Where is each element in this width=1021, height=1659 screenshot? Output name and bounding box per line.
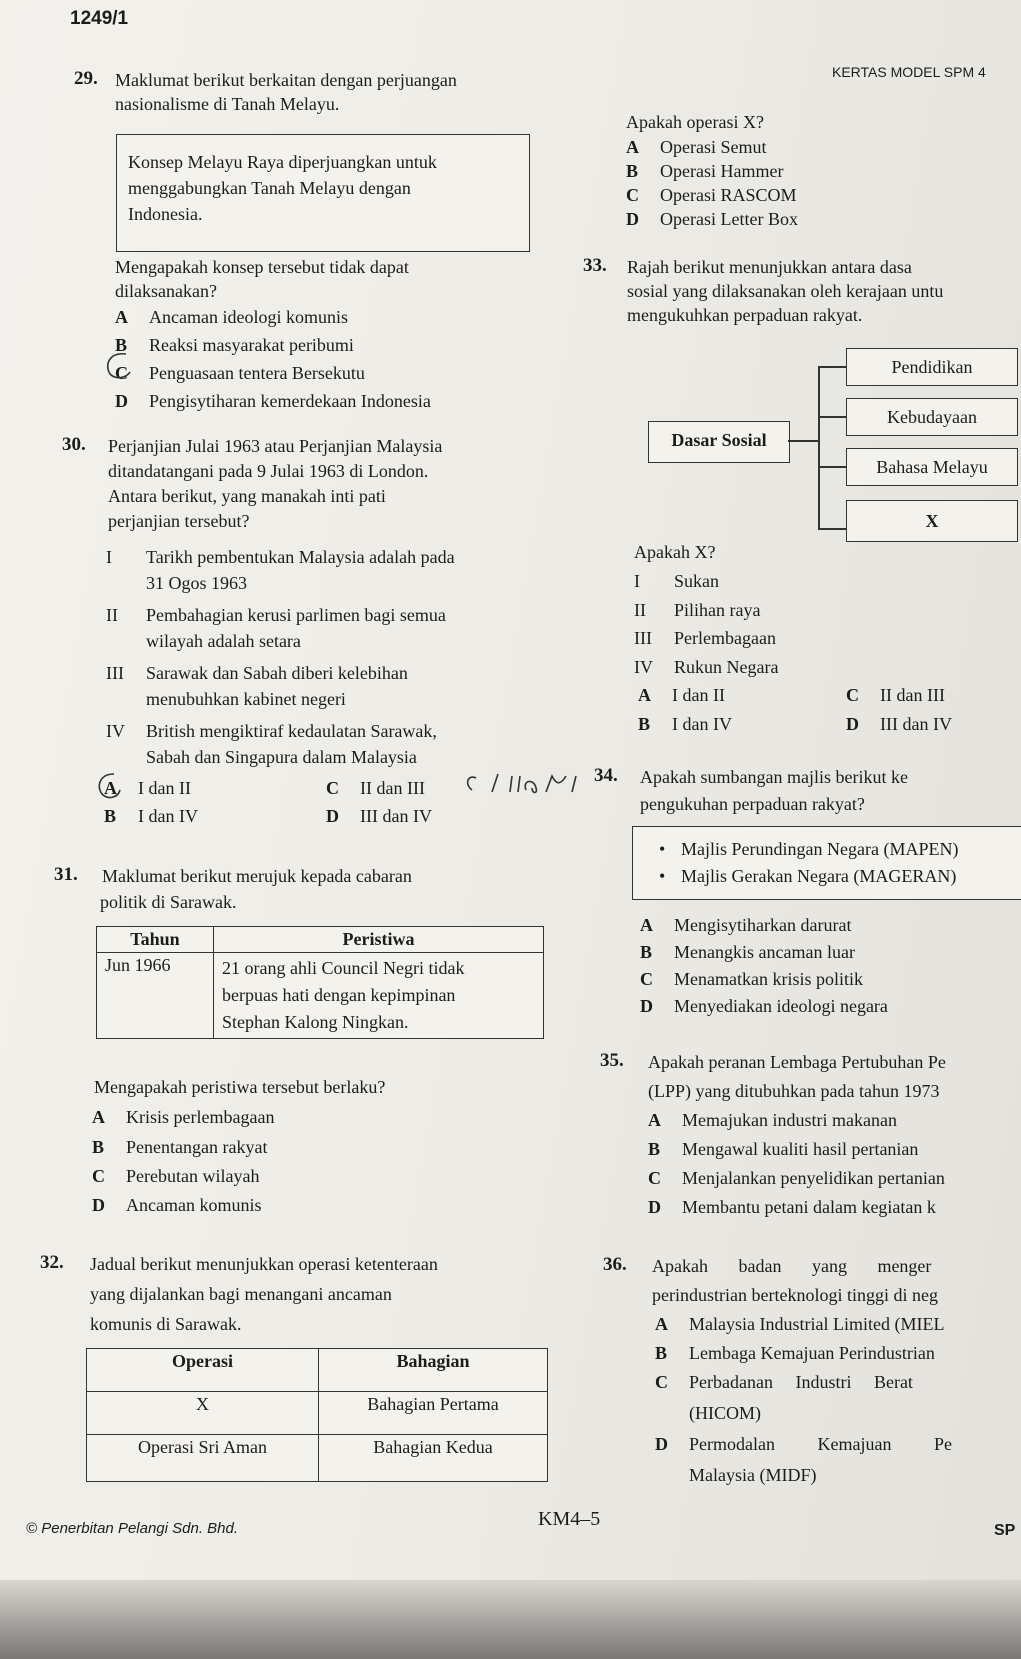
table-row bbox=[87, 1435, 548, 1482]
diagram-child-node: X bbox=[846, 500, 1018, 542]
question-stem: mengukuhkan perpaduan rakyat. bbox=[627, 305, 863, 325]
option-a[interactable]: A I dan II bbox=[104, 778, 191, 798]
table-cell: Bahagian Pertama bbox=[319, 1392, 548, 1435]
diagram-connector bbox=[818, 416, 846, 418]
option-b[interactable]: B Operasi Hammer bbox=[626, 161, 784, 181]
question-stem: (LPP) yang ditubuhkan pada tahun 1973 bbox=[648, 1081, 940, 1101]
pen-mark-icon bbox=[92, 770, 128, 804]
table-cell: 21 orang ahli Council Negri tidak berpuas hati dengan kepimpinan Stephan Kalong Ningkan. bbox=[214, 953, 544, 1039]
question-stem: Apakah sumbangan majlis berikut ke bbox=[640, 767, 908, 787]
info-box-text: Indonesia. bbox=[128, 204, 203, 224]
question-number: 33. bbox=[583, 255, 607, 276]
question-stem: pengukuhan perpaduan rakyat? bbox=[640, 794, 865, 814]
question-stem: nasionalisme di Tanah Melayu. bbox=[115, 94, 340, 114]
option-a[interactable]: A Memajukan industri makanan bbox=[648, 1110, 897, 1130]
table-cell: Bahagian Kedua bbox=[319, 1435, 548, 1482]
option-d[interactable]: D III dan IV bbox=[326, 806, 432, 826]
option-d[interactable]: D Ancaman komunis bbox=[92, 1195, 262, 1215]
footer-corner-code: SP bbox=[994, 1522, 1016, 1539]
statement-ii-cont: wilayah adalah setara bbox=[146, 631, 301, 651]
question-number: 31. bbox=[54, 864, 78, 885]
question-stem: Antara berikut, yang manakah inti pati bbox=[108, 486, 386, 506]
option-d[interactable]: D Operasi Letter Box bbox=[626, 209, 798, 229]
option-a[interactable]: A Malaysia Industrial Limited (MIEL bbox=[655, 1314, 945, 1334]
option-d[interactable]: D Permodalan Kemajuan Pe bbox=[655, 1434, 952, 1454]
question-stem: Perjanjian Julai 1963 atau Perjanjian Malaysia bbox=[108, 436, 443, 456]
option-d[interactable]: D Pengisytiharan kemerdekaan Indonesia bbox=[115, 391, 431, 411]
diagram-child-node: Bahasa Melayu bbox=[846, 448, 1018, 486]
option-c[interactable]: C Penguasaan tentera Bersekutu bbox=[115, 363, 365, 383]
statement-iii: III Sarawak dan Sabah diberi kelebihan bbox=[106, 663, 408, 683]
footer-page-code: KM4–5 bbox=[538, 1508, 601, 1530]
handwritten-note-icon bbox=[462, 770, 586, 800]
pen-mark-icon bbox=[100, 348, 140, 384]
option-b[interactable]: B Reaksi masyarakat peribumi bbox=[115, 335, 354, 355]
statement-i: I Tarikh pembentukan Malaysia adalah pada bbox=[106, 547, 455, 567]
option-a[interactable]: A Krisis perlembagaan bbox=[92, 1107, 275, 1127]
question-stem: sosial yang dilaksanakan oleh kerajaan untu bbox=[627, 281, 944, 301]
table-header: Peristiwa bbox=[214, 927, 544, 953]
option-c[interactable]: C Perbadanan Industri Berat bbox=[655, 1372, 913, 1392]
option-d[interactable]: D Menyediakan ideologi negara bbox=[640, 996, 888, 1016]
question-stem: Maklumat berikut merujuk kepada cabaran bbox=[102, 866, 412, 886]
page-code: 1249/1 bbox=[70, 8, 129, 29]
question-stem: Maklumat berikut berkaitan dengan perjuangan bbox=[115, 70, 457, 90]
question-text: dilaksanakan? bbox=[115, 281, 217, 301]
diagram-connector bbox=[818, 466, 846, 468]
info-box-text: menggabungkan Tanah Melayu dengan bbox=[128, 178, 411, 198]
option-c-cont: (HICOM) bbox=[689, 1403, 761, 1423]
diagram-connector bbox=[818, 528, 846, 530]
option-a[interactable]: A Operasi Semut bbox=[626, 137, 767, 157]
question-stem: Jadual berikut menunjukkan operasi ketenteraan bbox=[90, 1254, 438, 1274]
option-a[interactable]: A Ancaman ideologi komunis bbox=[115, 307, 348, 327]
question-stem: perjanjian tersebut? bbox=[108, 511, 250, 531]
operation-table bbox=[86, 1348, 548, 1482]
statement-iii: III Perlembagaan bbox=[634, 628, 776, 648]
diagram-child-node: Pendidikan bbox=[846, 348, 1018, 386]
question-number: 32. bbox=[40, 1252, 64, 1273]
question-number: 36. bbox=[603, 1254, 627, 1275]
statement-ii: II Pembahagian kerusi parlimen bagi semua bbox=[106, 605, 446, 625]
table-row bbox=[97, 953, 544, 1039]
option-c[interactable]: C II dan III bbox=[326, 778, 425, 798]
option-a[interactable]: A I dan II bbox=[638, 685, 725, 705]
question-text: Mengapakah peristiwa tersebut berlaku? bbox=[94, 1077, 386, 1097]
bullet-item: • Majlis Gerakan Negara (MAGERAN) bbox=[681, 864, 956, 888]
page-bottom-edge bbox=[0, 1580, 1021, 1659]
diagram-child-node: Kebudayaan bbox=[846, 398, 1018, 436]
question-stem: Apakah peranan Lembaga Pertubuhan Pe bbox=[648, 1052, 946, 1072]
option-b[interactable]: B Penentangan rakyat bbox=[92, 1137, 268, 1157]
event-table bbox=[96, 926, 544, 1039]
question-text: Apakah X? bbox=[634, 542, 716, 562]
statement-i-cont: 31 Ogos 1963 bbox=[146, 573, 248, 593]
info-box-text: Konsep Melayu Raya diperjuangkan untuk bbox=[128, 152, 437, 172]
option-d[interactable]: D Membantu petani dalam kegiatan k bbox=[648, 1197, 936, 1217]
table-row bbox=[87, 1392, 548, 1435]
question-stem: Apakah badan yang menger bbox=[652, 1256, 932, 1276]
question-number: 35. bbox=[600, 1050, 624, 1071]
option-c[interactable]: C Operasi RASCOM bbox=[626, 185, 797, 205]
table-header: Tahun bbox=[97, 927, 214, 953]
diagram-connector bbox=[818, 366, 846, 368]
diagram-connector bbox=[788, 440, 818, 442]
question-stem: perindustrian berteknologi tinggi di neg bbox=[652, 1285, 938, 1305]
statement-iii-cont: menubuhkan kabinet negeri bbox=[146, 689, 346, 709]
question-stem: Rajah berikut menunjukkan antara dasa bbox=[627, 257, 912, 277]
diagram-connector bbox=[818, 366, 820, 528]
statement-iv: IV British mengiktiraf kedaulatan Sarawak, bbox=[106, 721, 437, 741]
question-text: Mengapakah konsep tersebut tidak dapat bbox=[115, 257, 409, 277]
option-c[interactable]: C II dan III bbox=[846, 685, 945, 705]
statement-iv-cont: Sabah dan Singapura dalam Malaysia bbox=[146, 747, 417, 767]
option-c[interactable]: C Perebutan wilayah bbox=[92, 1166, 260, 1186]
question-stem: komunis di Sarawak. bbox=[90, 1314, 242, 1334]
paper-series: KERTAS MODEL SPM 4 bbox=[832, 64, 986, 80]
option-b[interactable]: B Mengawal kualiti hasil pertanian bbox=[648, 1139, 919, 1159]
option-b[interactable]: B I dan IV bbox=[104, 806, 198, 826]
table-cell: Operasi Sri Aman bbox=[87, 1435, 319, 1482]
question-number: 30. bbox=[62, 434, 86, 455]
option-b[interactable]: B Menangkis ancaman luar bbox=[640, 942, 855, 962]
publisher-credit: © Penerbitan Pelangi Sdn. Bhd. bbox=[26, 1520, 239, 1537]
question-stem: politik di Sarawak. bbox=[100, 892, 237, 912]
option-d[interactable]: D III dan IV bbox=[846, 714, 952, 734]
option-a[interactable]: A Mengisytiharkan darurat bbox=[640, 915, 852, 935]
bullet-item: • Majlis Perundingan Negara (MAPEN) bbox=[681, 837, 958, 861]
table-cell: X bbox=[87, 1392, 319, 1435]
question-text: Apakah operasi X? bbox=[626, 112, 764, 132]
question-stem: ditandatangani pada 9 Julai 1963 di London. bbox=[108, 461, 429, 481]
option-b[interactable]: B I dan IV bbox=[638, 714, 732, 734]
table-cell: Jun 1966 bbox=[97, 953, 214, 1039]
table-header: Operasi bbox=[87, 1349, 319, 1392]
option-c[interactable]: C Menjalankan penyelidikan pertanian bbox=[648, 1168, 945, 1188]
question-number: 29. bbox=[74, 68, 98, 89]
statement-i: I Sukan bbox=[634, 571, 719, 591]
option-b[interactable]: B Lembaga Kemajuan Perindustrian bbox=[655, 1343, 935, 1363]
option-c[interactable]: C Menamatkan krisis politik bbox=[640, 969, 863, 989]
diagram-root-node: Dasar Sosial bbox=[648, 421, 790, 463]
option-d-cont: Malaysia (MIDF) bbox=[689, 1465, 817, 1485]
question-stem: yang dijalankan bagi menangani ancaman bbox=[90, 1284, 392, 1304]
statement-ii: II Pilihan raya bbox=[634, 600, 761, 620]
table-header: Bahagian bbox=[319, 1349, 548, 1392]
question-number: 34. bbox=[594, 765, 618, 786]
statement-iv: IV Rukun Negara bbox=[634, 657, 779, 677]
